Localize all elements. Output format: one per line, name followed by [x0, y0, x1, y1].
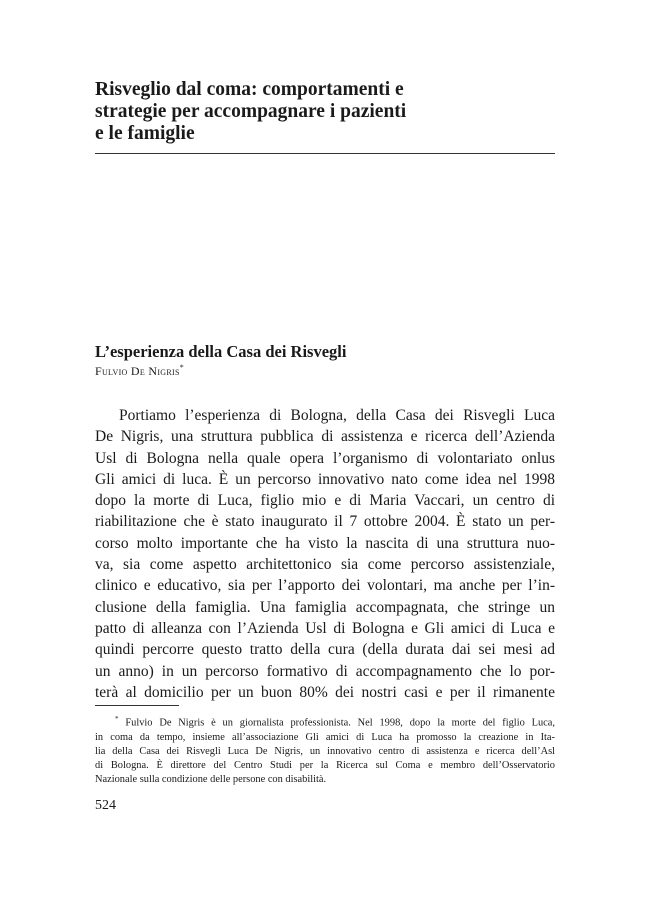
- body-line: quindi percorre questo tratto della cura (della durata dai sei mesi ad: [95, 641, 555, 659]
- body-line: corso molto importante che ha visto la nascita di una struttura nuo-: [95, 534, 555, 552]
- page-number: 524: [95, 798, 116, 813]
- chapter-title-line: Risveglio dal coma: comportamenti e: [95, 79, 404, 100]
- footnote-mark: *: [115, 715, 119, 723]
- body-line: un anno) in un percorso formativo di accompagnamento che lo por-: [95, 662, 555, 680]
- footnote: [95, 712, 555, 787]
- title-divider: [95, 153, 555, 154]
- author-footnote-mark: *: [179, 363, 185, 372]
- section-title: L’esperienza della Casa dei Risvegli: [95, 342, 347, 361]
- chapter-title-line: e le famiglie: [95, 123, 195, 144]
- author-name: Fulvio De Nigris: [95, 364, 180, 378]
- body-line: va, sia come aspetto architettonico sia come percorso assistenziale,: [95, 556, 555, 574]
- footnote-line: di Bologna. È direttore del Centro Studi per la Ricerca sul Coma e membro dell’Osservatorio: [95, 760, 555, 772]
- body-line: clusione della famiglia. Una famiglia accompagnata, che stringe un: [95, 598, 555, 616]
- body-paragraph: [95, 405, 555, 703]
- body-line: Gli amici di luca. È un percorso innovativo nato come idea nel 1998: [95, 470, 555, 488]
- footnote-divider: [95, 705, 179, 706]
- body-line: clinico e educativo, sia per l’apporto dei volontari, ma anche per l’in-: [95, 577, 555, 595]
- author-line: [95, 363, 184, 379]
- body-line: dopo la morte di Luca, figlio mio e di Maria Vaccari, un centro di: [95, 492, 555, 510]
- body-line: patto di alleanza con l’Azienda Usl di Bologna e Gli amici di Luca e: [95, 619, 555, 637]
- chapter-title: [95, 79, 557, 145]
- footnote-line: * Fulvio De Nigris è un giornalista professionista. Nel 1998, dopo la morte del figlio Luca,: [115, 715, 555, 729]
- chapter-title-line: strategie per accompagnare i pazienti: [95, 101, 407, 122]
- body-line: Portiamo l’esperienza di Bologna, della Casa dei Risvegli Luca: [119, 407, 555, 424]
- footnote-line: Nazionale sulla condizione delle persone con disabilità.: [95, 774, 327, 786]
- footnote-line: lia della Casa dei Risvegli Luca De Nigris, un innovativo centro di assistenza e ricerca dell’Asl: [95, 745, 555, 757]
- footnote-line: in coma da tempo, insieme all’associazione Gli amici di Luca ha promosso la creazione in Ita-: [95, 731, 555, 743]
- body-line: riabilitazione che è stato inaugurato il 7 ottobre 2004. È stato un per-: [95, 513, 555, 531]
- body-line: De Nigris, una struttura pubblica di assistenza e ricerca dell’Azienda: [95, 428, 555, 446]
- body-line: terà al domicilio per un buon 80% dei nostri casi e per il rimanente: [95, 683, 555, 701]
- body-line: Usl di Bologna nella quale opera l’organismo di volontariato onlus: [95, 449, 555, 467]
